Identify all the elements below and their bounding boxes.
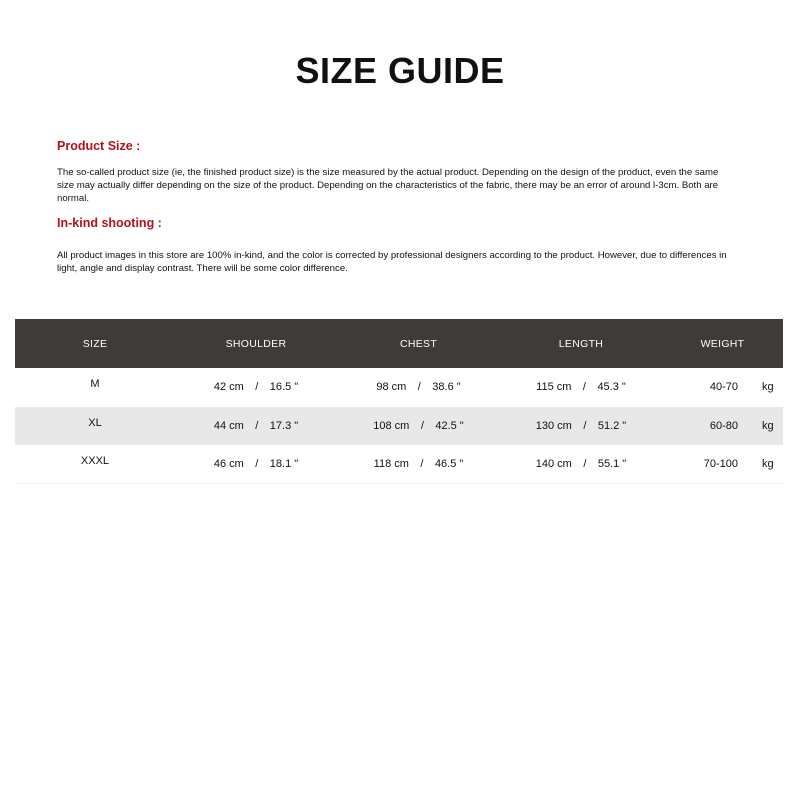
unit-separator: / <box>417 381 421 394</box>
table-header-row <box>15 319 783 368</box>
unit-separator: / <box>420 458 424 471</box>
chest-cm: 118 cm <box>373 458 409 471</box>
table-bottom-divider <box>15 483 783 484</box>
header-chest: CHEST <box>399 337 438 350</box>
unit-separator: / <box>255 381 259 394</box>
chest-inch: 38.6 " <box>432 381 461 394</box>
length-inch: 51.2 " <box>597 419 627 432</box>
unit-separator: / <box>255 419 259 432</box>
weight-unit: kg <box>762 458 774 471</box>
length-cm: 140 cm <box>535 458 572 471</box>
weight-range: 70-100 <box>703 458 738 471</box>
unit-separator: / <box>583 458 587 471</box>
size-value: XL <box>88 416 102 429</box>
table-row <box>15 368 783 407</box>
chest-cm: 108 cm <box>373 419 410 432</box>
unit-separator: / <box>255 458 259 471</box>
header-size: SIZE <box>82 337 108 350</box>
unit-separator: / <box>420 419 424 432</box>
shoulder-cm: 44 cm <box>213 419 244 432</box>
product-size-heading: Product Size : <box>57 139 141 153</box>
size-chart-table <box>15 319 783 484</box>
product-size-text: The so-called product size (ie, the finished product size) is the size measured by the actual product. Depending on the design of the product, even the same size may actually differ depending on the size of the product. Depending on the characteristics of the fabric, there may be an error of around l-3cm. Both are normal. <box>57 167 719 204</box>
in-kind-shooting-heading: In-kind shooting : <box>57 216 162 230</box>
table-row <box>15 407 783 446</box>
unit-separator: / <box>582 381 586 394</box>
weight-unit: kg <box>762 381 774 394</box>
weight-range: 40-70 <box>709 381 738 394</box>
chest-inch: 42.5 " <box>435 419 464 432</box>
header-weight: WEIGHT <box>700 337 745 350</box>
shoulder-inch: 17.3 " <box>269 419 299 432</box>
chest-cm: 98 cm <box>376 381 407 394</box>
chest-inch: 46.5 " <box>434 458 464 471</box>
length-inch: 45.3 " <box>597 381 626 394</box>
header-length: LENGTH <box>558 337 604 350</box>
page-title: SIZE GUIDE <box>295 50 505 91</box>
shoulder-inch: 16.5 " <box>269 381 299 394</box>
length-cm: 130 cm <box>535 419 572 432</box>
header-shoulder: SHOULDER <box>225 337 287 350</box>
size-value: M <box>90 378 100 391</box>
weight-unit: kg <box>762 419 774 432</box>
table-row <box>15 445 783 484</box>
length-inch: 55.1 " <box>597 458 627 471</box>
in-kind-shooting-text: All product images in this store are 100% in-kind, and the color is corrected by professional designers according to the product. However, due to differences in light, angle and display contrast. There will be some color difference. <box>57 250 727 274</box>
length-cm: 115 cm <box>536 381 572 394</box>
size-value: XXXL <box>80 455 110 468</box>
shoulder-cm: 42 cm <box>213 381 244 394</box>
shoulder-inch: 18.1 " <box>269 458 299 471</box>
weight-range: 60-80 <box>709 419 738 432</box>
shoulder-cm: 46 cm <box>213 458 244 471</box>
unit-separator: / <box>583 419 587 432</box>
